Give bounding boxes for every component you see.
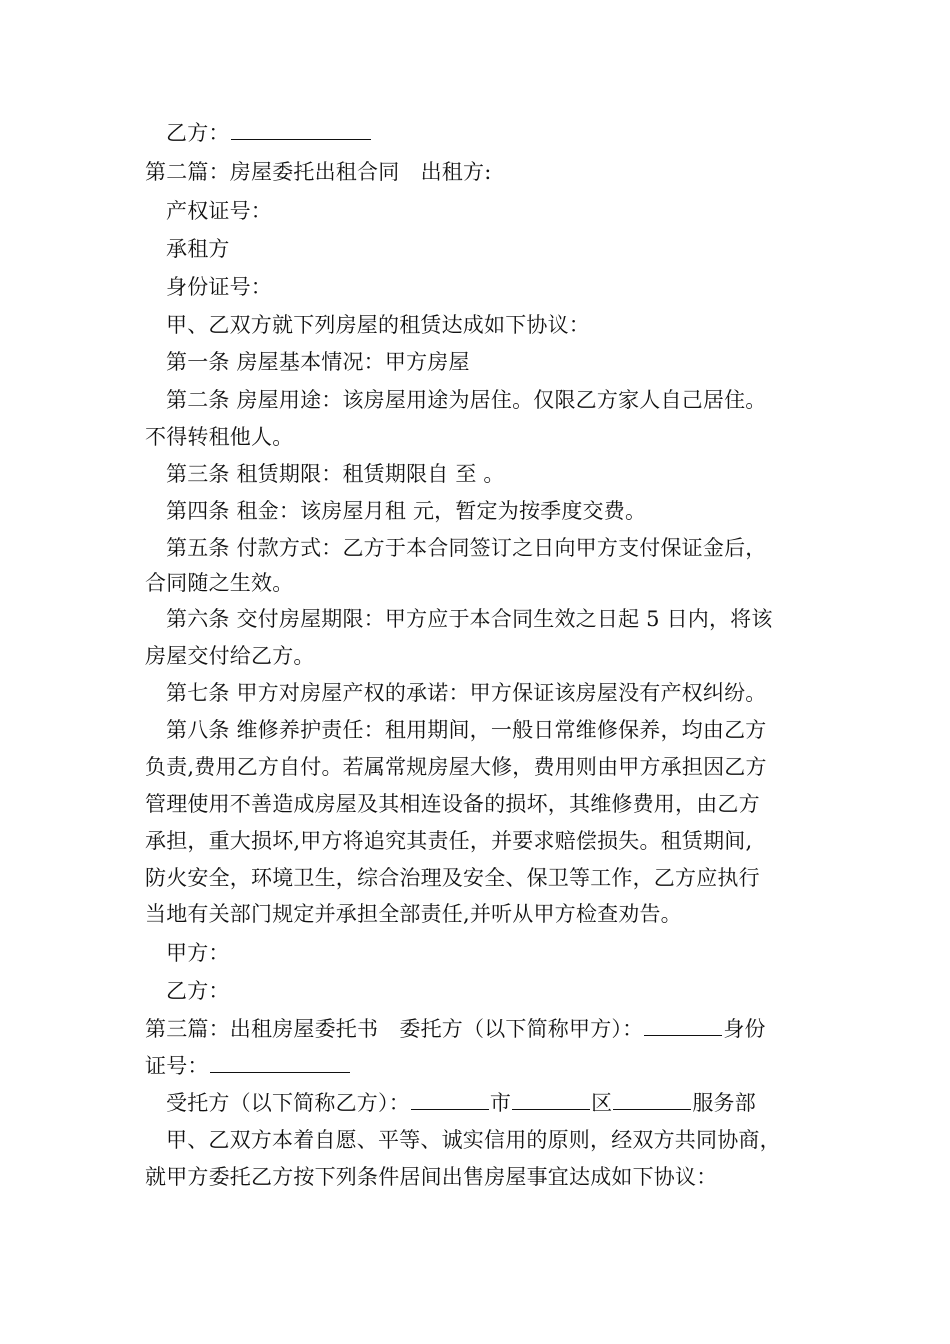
agent-line: [166, 1088, 756, 1118]
principal-blank: [644, 1014, 722, 1036]
article-8-line-2: 负责,费用乙方自付。若属常规房屋大修，费用则由甲方承担因乙方: [145, 755, 767, 779]
party-a-signature: 甲方：: [166, 941, 230, 965]
district-label: 区: [591, 1091, 613, 1115]
section-3-title: 第三篇：出租房屋委托书 委托方（以下简称甲方）：: [145, 1017, 644, 1041]
city-label: 市: [489, 1091, 512, 1115]
section-3-id-label: 身份: [723, 1017, 766, 1041]
article-5-line-1: 第五条 付款方式：乙方于本合同签订之日向甲方支付保证金后，: [166, 536, 767, 560]
property-cert-line: 产权证号：: [166, 199, 272, 223]
article-8-line-1: 第八条 维修养护责任：租用期间，一般日常维修保养，均由乙方: [166, 718, 767, 742]
agreement-intro: 甲、乙双方就下列房屋的租赁达成如下协议：: [166, 313, 590, 337]
party-b-signature: 乙方：: [166, 979, 230, 1003]
city-blank: [411, 1088, 489, 1110]
agent-label: 受托方（以下简称乙方）：: [166, 1091, 410, 1115]
party-b-line: [166, 118, 372, 148]
principal-id-label: 证号：: [145, 1054, 209, 1078]
principle-line-2: 就甲方委托乙方按下列条件居间出售房屋事宜达成如下协议：: [145, 1165, 718, 1189]
article-8-line-3: 管理使用不善造成房屋及其相连设备的损坏，其维修费用，由乙方: [145, 792, 760, 816]
article-6-line-1: 第六条 交付房屋期限：甲方应于本合同生效之日起 5 日内，将该: [166, 607, 773, 631]
service-dept-label: 服务部: [692, 1091, 756, 1115]
id-number-line: 身份证号：: [166, 275, 272, 299]
service-dept-blank: [613, 1088, 691, 1110]
article-8-line-4: 承担，重大损坏,甲方将追究其责任，并要求赔偿损失。租赁期间,: [145, 829, 753, 853]
article-7: 第七条 甲方对房屋产权的承诺：甲方保证该房屋没有产权纠纷。: [166, 681, 767, 705]
article-3: 第三条 租赁期限：租赁期限自 至 。: [166, 462, 505, 486]
principal-id-line: [145, 1051, 351, 1081]
district-blank: [512, 1088, 590, 1110]
party-b-blank: [231, 118, 371, 140]
section-3-heading: [145, 1014, 766, 1044]
article-8-line-6: 当地有关部门规定并承担全部责任,并听从甲方检查劝告。: [145, 902, 682, 926]
article-6-line-2: 房屋交付给乙方。: [145, 644, 315, 668]
article-5-line-2: 合同随之生效。: [145, 571, 294, 595]
party-b-label: 乙方：: [166, 121, 230, 145]
lessee-line: 承租方: [166, 237, 230, 261]
article-4: 第四条 租金：该房屋月租 元，暂定为按季度交费。: [166, 499, 647, 523]
article-8-line-5: 防火安全，环境卫生，综合治理及安全、保卫等工作，乙方应执行: [145, 866, 760, 890]
principle-line-1: 甲、乙双方本着自愿、平等、诚实信用的原则，经双方共同协商，: [166, 1128, 781, 1152]
article-2-line-2: 不得转租他人。: [145, 425, 294, 449]
article-1: 第一条 房屋基本情况：甲方房屋: [166, 350, 470, 374]
principal-id-blank: [210, 1051, 350, 1073]
section-2-heading: 第二篇：房屋委托出租合同 出租方:: [145, 160, 492, 184]
article-2-line-1: 第二条 房屋用途：该房屋用途为居住。仅限乙方家人自己居住。: [166, 388, 767, 412]
